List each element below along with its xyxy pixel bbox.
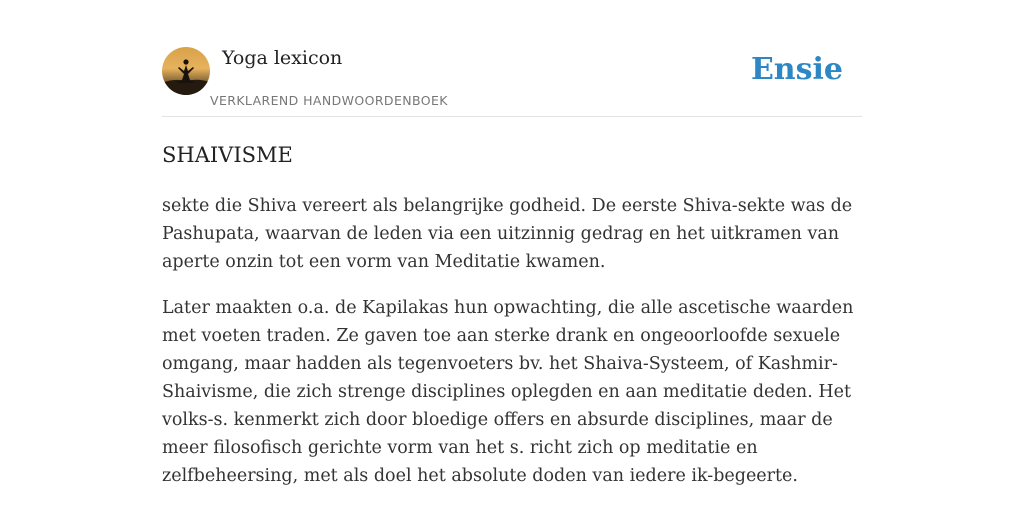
definition-paragraph: sekte die Shiva vereert als belangrijke godheid. De eerste Shiva-sekte was de Pashupata, waarvan de leden via een uitzinnig gedrag en het uitkramen van aperte onzin tot een vorm van Meditatie kwamen. [162,196,853,272]
entry-definition [162,192,882,508]
brand-logo[interactable]: Ensie [750,52,843,87]
meditation-silhouette-sunset-icon [162,47,210,95]
lexicon-title[interactable]: Yoga lexicon [222,47,343,69]
header [162,46,862,117]
lexicon-avatar[interactable] [162,47,210,95]
lexicon-subtitle: VERKLAREND HANDWOORDENBOEK [210,93,448,108]
definition-paragraph: Later maakten o.a. de Kapilakas hun opwachting, die alle ascetische waarden met voeten traden. Ze gaven toe aan sterke drank en ongeoorloofde sexuele omgang, maar hadden als tegenvoeters bv. het Shaiva-Systeem, of Kashmir-Shaivisme, die zich strenge disciplines oplegden en aan meditatie deden. Het volks-s. kenmerkt zich door bloedige offers en absurde disciplines, maar de meer filosofisch gerichte vorm van het s. richt zich op meditatie en zelfbeheersing, met als doel het absolute doden van iedere ik-begeerte. [162,298,854,486]
entry-term: SHAIVISME [162,143,293,167]
